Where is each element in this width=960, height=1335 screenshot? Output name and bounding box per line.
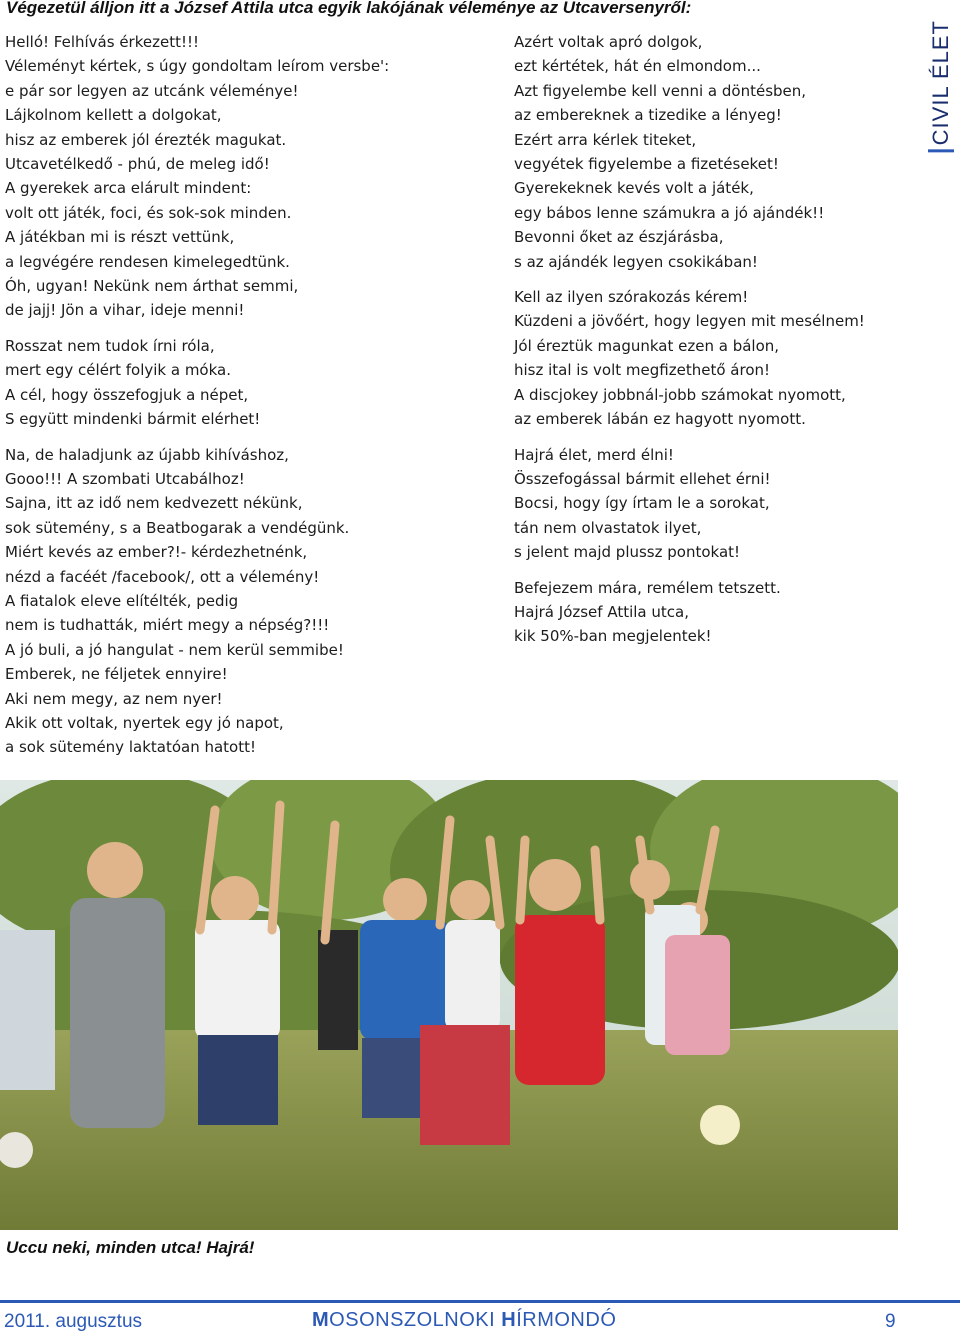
poem-line: Gyerekeknek kevés volt a játék, [514, 179, 754, 198]
footer-divider [0, 1300, 960, 1303]
poem-line: sok sütemény, s a Beatbogarak a vendégünk. [5, 518, 350, 537]
poem-line: Küzdeni a jövőért, hogy legyen mit mesélnem! [514, 312, 865, 331]
poem-line: Befejezem mára, remélem tetszett. [514, 578, 781, 597]
poem-line: Óh, ugyan! Nekünk nem árthat semmi, [5, 277, 299, 296]
poem-line: s az ajándék legyen csokikában! [514, 252, 758, 271]
section-label: CIVIL ÉLET [928, 20, 954, 152]
poem-line: Emberek, ne féljetek ennyire! [5, 665, 228, 684]
poem-line: Azért voltak apró dolgok, [514, 33, 703, 51]
publication-title [312, 1309, 616, 1332]
poem-line: Véleményt kértek, s úgy gondoltam leírom versbe': [5, 57, 390, 76]
title-initial-m: M [312, 1309, 330, 1331]
poem-left-column [5, 30, 485, 771]
poem-line: e pár sor legyen az utcánk véleménye! [5, 81, 299, 100]
poem-line: hisz az emberek jól érezték magukat. [5, 130, 287, 149]
poem-line: A jó buli, a jó hangulat - nem kerül semmibe! [5, 640, 344, 659]
photo-caption: Uccu neki, minden utca! Hajrá! [6, 1238, 255, 1257]
poem-line: az emberek lábán ez hagyott nyomott. [514, 410, 806, 429]
poem-line: Hajrá élet, merd élni! [514, 445, 674, 464]
poem-stanza [5, 334, 485, 432]
poem-line: Hajrá József Attila utca, [514, 602, 689, 621]
poem-line: egy bábos lenne számukra a jó ajándék!! [514, 203, 825, 222]
event-photo [0, 780, 898, 1230]
poem-line: Miért kevés az ember?!- kérdezhetnénk, [5, 543, 308, 562]
poem-line: Rosszat nem tudok írni róla, [5, 336, 215, 355]
poem-line: A discjokey jobbnál-jobb számokat nyomott, [514, 385, 846, 404]
poem-line: Bevonni őket az észjárásba, [514, 228, 724, 247]
poem-line: de jajj! Jön a vihar, ideje menni! [5, 301, 245, 320]
poem-line: Összefogással bármit ellehet érni! [514, 469, 771, 488]
poem-stanza [514, 30, 904, 274]
page-number: 9 [885, 1311, 896, 1332]
poem-line: A fiatalok eleve elítélték, pedig [5, 591, 239, 610]
poem-line: ezt kértétek, hát én elmondom... [514, 57, 761, 76]
poem-line: A gyerekek arca elárult mindent: [5, 179, 252, 198]
poem-line: S együtt mindenki bármit elérhet! [5, 410, 261, 429]
poem-line: Helló! Felhívás érkezett!!! [5, 33, 200, 51]
poem-line: mert egy célért folyik a móka. [5, 361, 231, 380]
poem-line: vegyétek figyelembe a fizetéseket! [514, 155, 779, 174]
poem-line: A cél, hogy összefogjuk a népet, [5, 385, 249, 404]
poem-stanza [514, 443, 904, 565]
poem-line: nem is tudhatták, miért megy a népség?!!! [5, 616, 330, 635]
poem-line: Gooo!!! A szombati Utcabálhoz! [5, 469, 245, 488]
title-part-2: ÍRMONDÓ [516, 1309, 617, 1331]
poem-line: nézd a facéét /facebook/, ott a vélemény! [5, 567, 320, 586]
poem-line: Lájkolnom kellett a dolgokat, [5, 106, 222, 125]
issue-date: 2011. augusztus [4, 1311, 143, 1332]
poem-line: a legvégére rendesen kimelegedtünk. [5, 252, 290, 271]
poem-stanza [514, 576, 904, 649]
poem-line: tán nem olvastatok ilyet, [514, 518, 702, 537]
poem-line: Aki nem megy, az nem nyer! [5, 689, 223, 708]
poem-stanza [514, 285, 904, 431]
poem-line: volt ott játék, foci, és sok-sok minden. [5, 203, 292, 222]
poem-line: Bocsi, hogy így írtam le a sorokat, [514, 494, 770, 513]
poem-line: az embereknek a tizedike a lényeg! [514, 106, 782, 125]
poem-line: Na, de haladjunk az újabb kihíváshoz, [5, 445, 289, 464]
poem-line: hisz ital is volt megfizethető áron! [514, 361, 771, 380]
poem-line: Sajna, itt az idő nem kedvezett nékünk, [5, 494, 303, 513]
title-initial-h: H [501, 1309, 517, 1331]
poem-line: Jól éreztük magunkat ezen a bálon, [514, 336, 780, 355]
poem-line: a sok sütemény laktatóan hatott! [5, 738, 257, 757]
poem-line: s jelent majd plussz pontokat! [514, 543, 741, 562]
poem-line: Utcavetélkedő - phú, de meleg idő! [5, 155, 270, 174]
title-part-1: OSONSZOLNOKI [329, 1309, 502, 1331]
poem-line: kik 50%-ban megjelentek! [514, 627, 712, 646]
poem-line: Kell az ilyen szórakozás kérem! [514, 288, 749, 307]
photo-illustration [0, 780, 898, 1230]
poem-line: A játékban mi is részt vettünk, [5, 228, 235, 247]
article-intro-heading: Végezetül álljon itt a József Attila utca egyik lakójának véleménye az Utcaversenyről: [6, 0, 692, 17]
poem-stanza [5, 443, 485, 760]
poem-line: Azt figyelembe kell venni a döntésben, [514, 81, 807, 100]
poem-line: Ezért arra kérlek titeket, [514, 130, 697, 149]
poem-right-column [514, 30, 904, 660]
poem-stanza [5, 30, 485, 323]
poem-line: Akik ott voltak, nyertek egy jó napot, [5, 713, 284, 732]
